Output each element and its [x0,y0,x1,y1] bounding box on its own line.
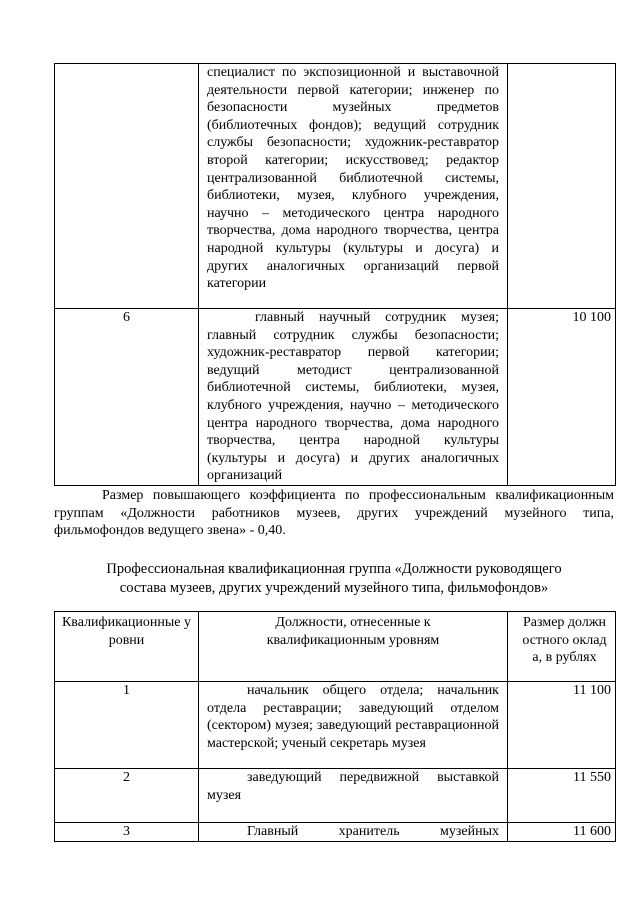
header-salary: Размер должностного оклада, в рублях [508,612,616,682]
table-row [55,682,616,769]
positions-cell [199,309,508,486]
positions-cell [199,682,508,769]
positions-cell [199,823,508,842]
level-cell: 2 [55,769,199,823]
table-row [55,769,616,823]
salary-cell: 10 100 [508,309,616,486]
positions-cell: специалист по экспозиционной и выставочной деятельности первой категории; инженер по безопасности музейных предметов (библиотечных фондов); ведущий сотрудник службы безопасности; художник-реставратор второй категории; искусствовед; редактор централизованной библиотечной системы, библиотеки, музея, клубного учреждения, научно – методического центра народного творчества, дома народного творчества, центра народной культуры (культуры и досуга) и других аналогичных организаций первой категории [199,64,508,309]
positions-text: Главный хранитель музейных [247,824,499,839]
group-title-line: Профессиональная квалификационная группа «Должности руководящего [106,561,562,577]
positions-text: главный научный сотрудник музея; главный сотрудник службы безопасности; художник-реставратор первой категории; ведущий методист централизованной библиотечной системы, библиотеки, музея, клубного учреждения, научно – методического центра народного творчества, дома народного творчества, центра народной культуры (культуры и досуга) и других аналогичных организаций [207,310,499,484]
group-title-line: состава музеев, других учреждений музейного типа, фильмофондов» [119,580,549,596]
header-level: Квалификационные уровни [55,612,199,682]
salary-cell [508,64,616,309]
table-row [55,823,616,842]
coefficient-paragraph: Размер повышающего коэффициента по профессиональным квалификационным группам «Должности работников музеев, других учреждений музейного типа, фильмофондов ведущего звена» - 0,40. [54,488,614,539]
salary-cell: 11 100 [508,682,616,769]
positions-text: заведующий передвижной выставкой музея [207,770,499,803]
leadership-positions-table [54,611,616,842]
positions-cell [199,769,508,823]
level-cell: 3 [55,823,199,842]
group-title [54,560,614,598]
salary-cell: 11 600 [508,823,616,842]
header-row [55,612,616,682]
table-row [55,309,616,486]
table-row [55,64,616,309]
level-cell: 1 [55,682,199,769]
level-cell: 6 [55,309,199,486]
level-cell [55,64,199,309]
header-positions: Должности, отнесенные к квалификационным уровням [199,612,508,682]
positions-table-continued [54,63,616,486]
salary-cell: 11 550 [508,769,616,823]
positions-text: начальник общего отдела; начальник отдела реставрации; заведующий отделом (сектором) музея; заведующий реставрационной мастерской; ученый секретарь музея [207,683,499,751]
